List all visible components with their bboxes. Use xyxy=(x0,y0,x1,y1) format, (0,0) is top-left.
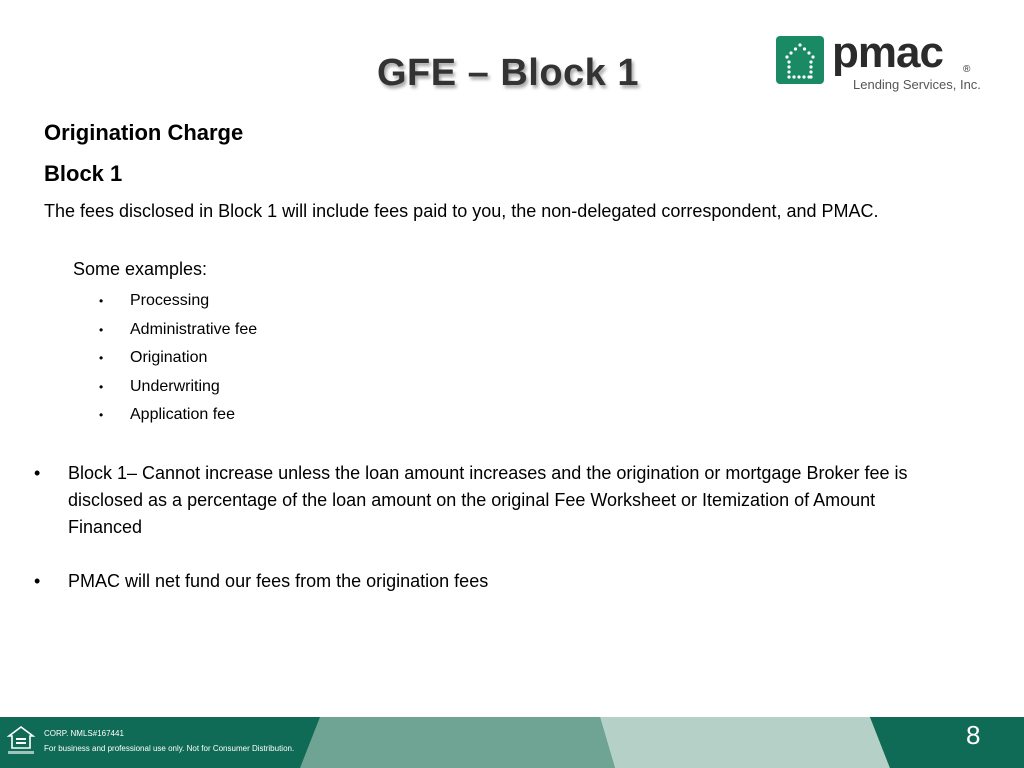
bullet-icon: • xyxy=(99,379,104,394)
footer-nmls: CORP. NMLS#167441 xyxy=(44,729,124,738)
pmac-logo xyxy=(776,28,986,96)
list-item xyxy=(95,402,257,431)
example-text: Administrative fee xyxy=(130,320,258,338)
equal-housing-lender-icon xyxy=(6,724,36,756)
house-dots-icon xyxy=(776,36,824,84)
list-item xyxy=(95,317,257,346)
list-item xyxy=(95,288,257,317)
heading-block-1: Block 1 xyxy=(44,161,123,186)
example-text: Processing xyxy=(130,292,210,309)
main-bullets xyxy=(34,460,934,622)
bullet-icon: • xyxy=(99,408,104,423)
footer-graphic xyxy=(0,717,1024,768)
bullet-icon: • xyxy=(34,571,41,591)
list-item xyxy=(95,345,257,374)
bullet-text: PMAC will net fund our fees from the origination fees xyxy=(68,571,489,591)
bullet-icon: • xyxy=(34,463,41,483)
list-item xyxy=(34,460,934,541)
intro-paragraph: The fees disclosed in Block 1 will include fees paid to you, the non-delegated correspondent, and PMAC. xyxy=(44,201,879,221)
bullet-icon: • xyxy=(99,351,104,366)
example-text: Underwriting xyxy=(130,377,220,395)
list-item xyxy=(34,568,934,595)
footer-band xyxy=(0,717,1024,768)
bullet-icon: • xyxy=(99,294,104,308)
examples-list xyxy=(95,288,257,431)
logo-wordmark: pmac xyxy=(832,28,943,77)
slide-title: GFE – Block 1 xyxy=(376,52,640,94)
examples-label: Some examples: xyxy=(73,259,208,279)
example-text: Application fee xyxy=(130,406,235,424)
heading-origination-charge: Origination Charge xyxy=(44,120,244,145)
logo-registered-mark: ® xyxy=(963,64,971,75)
list-item xyxy=(95,374,257,403)
example-text: Origination xyxy=(130,349,208,367)
logo-subtitle: Lending Services, Inc. xyxy=(853,77,981,92)
bullet-text: Block 1– Cannot increase unless the loan amount increases and the origination or mortgage Broker fee is disclosed as a percentage of the loan amount on the original Fee Worksheet or Itemization of Amount Financed xyxy=(68,463,908,537)
footer-disclaimer: For business and professional use only. Not for Consumer Distribution. xyxy=(44,744,295,753)
page-number: 8 xyxy=(966,720,981,750)
bullet-icon: • xyxy=(99,322,104,337)
